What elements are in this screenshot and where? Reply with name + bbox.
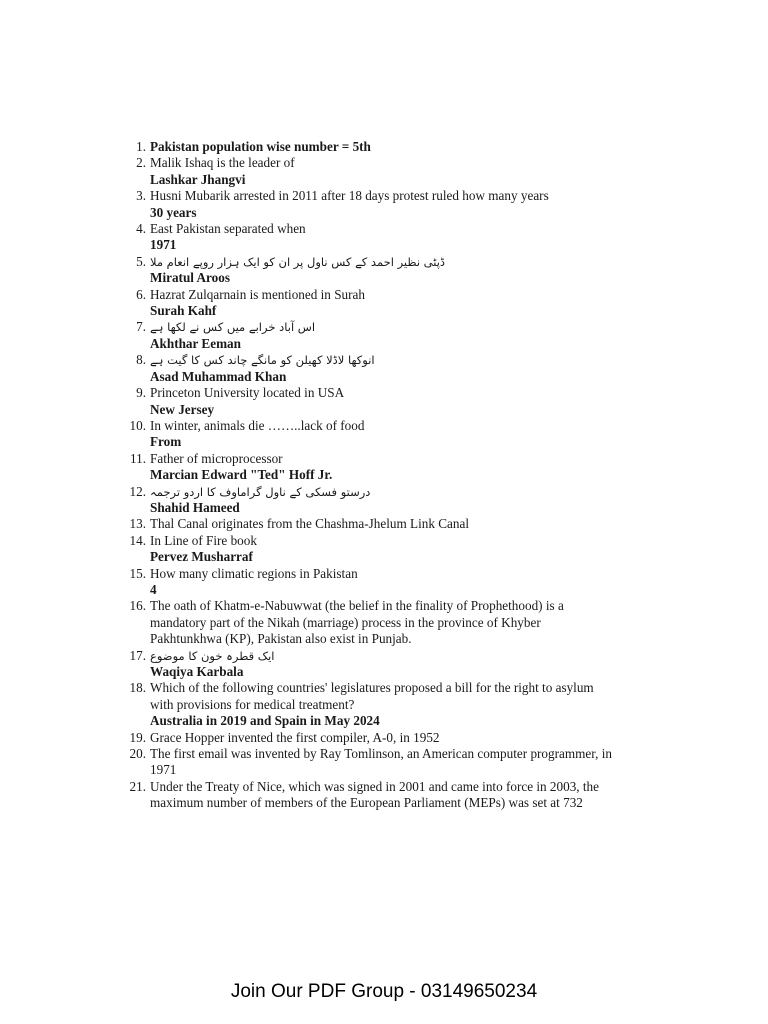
answer-text: Shahid Hameed — [150, 499, 240, 515]
answer-text: Pervez Musharraf — [150, 549, 253, 565]
question-number: 15. — [129, 565, 146, 581]
question-item — [122, 648, 722, 664]
question-text: درستو فسکی کے ناول گراماوف کا اردو ترجمہ — [150, 484, 371, 499]
question-item — [122, 221, 722, 237]
answer-text: From — [150, 434, 182, 450]
question-text: In Line of Fire book — [150, 532, 257, 548]
question-text: ڈپٹی نظیر احمد کے کس ناول پر ان کو ایک ہزار روپے انعام ملا — [150, 254, 446, 269]
question-text: Husni Mubarik arrested in 2011 after 18 days protest ruled how many years — [150, 188, 549, 204]
question-text: Under the Treaty of Nice, which was signed in 2001 and came into force in 2003, the maximum number of members of the European Parliament (MEPs) was set at 732 — [150, 778, 599, 811]
question-number: 6. — [136, 286, 146, 302]
question-item — [122, 451, 722, 467]
question-text: Father of microprocessor — [150, 450, 283, 466]
question-list — [122, 139, 722, 812]
question-item — [122, 730, 722, 746]
answer-text: Surah Kahf — [150, 303, 217, 319]
question-number: 9. — [136, 385, 146, 401]
question-text: Grace Hopper invented the first compiler, A-0, in 1952 — [150, 729, 440, 745]
answer-text: Australia in 2019 and Spain in May 2024 — [150, 713, 380, 729]
question-item — [122, 319, 722, 335]
question-item — [122, 566, 722, 582]
question-number: 13. — [129, 516, 146, 532]
question-number: 8. — [136, 352, 146, 368]
question-text: The first email was invented by Ray Tomlinson, an American computer programmer, in 1971 — [150, 746, 612, 778]
answer-text: 30 years — [150, 204, 197, 220]
question-item — [122, 155, 722, 171]
answer-text: Akhthar Eeman — [150, 335, 241, 351]
question-item — [122, 598, 722, 647]
question-text: انوکھا لاڈلا کھیلن کو مانگے چاند کس کا گیت ہے — [150, 353, 375, 368]
question-item — [122, 516, 722, 532]
question-number: 3. — [136, 188, 146, 204]
question-text: In winter, animals die ……..lack of food — [150, 417, 365, 433]
question-item — [122, 287, 722, 303]
question-text: East Pakistan separated when — [150, 221, 306, 237]
question-number: 7. — [136, 319, 146, 335]
answer-text: New Jersey — [150, 401, 215, 417]
question-item — [122, 385, 722, 401]
question-item — [122, 254, 722, 270]
question-text: Malik Ishaq is the leader of — [150, 155, 295, 171]
question-item — [122, 533, 722, 549]
question-text: Princeton University located in USA — [150, 385, 345, 401]
question-text: ایک قطرہ خون کا موضوع — [150, 648, 275, 663]
question-text: Hazrat Zulqarnain is mentioned in Surah — [150, 286, 365, 302]
question-number: 4. — [136, 221, 146, 237]
answer-text: 4 — [150, 581, 157, 597]
question-number: 14. — [129, 532, 146, 548]
question-number: 19. — [129, 729, 146, 745]
answer-text: Miratul Aroos — [150, 270, 230, 286]
question-text: How many climatic regions in Pakistan — [150, 565, 358, 581]
answer-text: Waqiya Karbala — [150, 664, 244, 679]
answer-text: Lashkar Jhangvi — [150, 171, 246, 187]
answer-text: Asad Muhammad Khan — [150, 368, 287, 384]
question-text: Pakistan population wise number = 5th — [150, 139, 371, 154]
question-item — [122, 746, 722, 779]
question-item — [122, 779, 722, 812]
answer-text: Marcian Edward "Ted" Hoff Jr. — [150, 467, 333, 483]
question-number: 16. — [129, 598, 146, 614]
question-number: 12. — [129, 483, 146, 499]
question-item — [122, 139, 722, 155]
question-number: 18. — [129, 680, 146, 696]
question-item — [122, 352, 722, 368]
question-number: 1. — [136, 139, 146, 154]
question-number: 5. — [136, 253, 146, 269]
question-item — [122, 188, 722, 204]
question-text: Which of the following countries' legislatures proposed a bill for the right to asylum with provisions for medical treatment? — [150, 680, 594, 712]
question-item — [122, 418, 722, 434]
question-item — [122, 484, 722, 500]
question-text: Thal Canal originates from the Chashma-Jhelum Link Canal — [150, 516, 469, 532]
question-number: 17. — [129, 647, 146, 663]
footer-text: Join Our PDF Group - 03149650234 — [230, 981, 538, 1002]
question-text: اس آباد خرابے میں کس نے لکھا ہے — [150, 320, 316, 335]
question-number: 11. — [130, 450, 146, 466]
question-number: 2. — [136, 155, 146, 171]
question-number: 10. — [129, 417, 146, 433]
answer-text: 1971 — [150, 237, 177, 253]
question-number: 20. — [129, 746, 146, 762]
question-text: The oath of Khatm-e-Nabuwwat (the belief in the finality of Prophethood) is a mandatory part of the Nikah (marriage) process in the province of Khyber Pakhtunkhwa (KP), Pakistan also exist in Punjab. — [150, 598, 564, 647]
question-item — [122, 680, 722, 713]
question-number: 21. — [129, 778, 146, 794]
